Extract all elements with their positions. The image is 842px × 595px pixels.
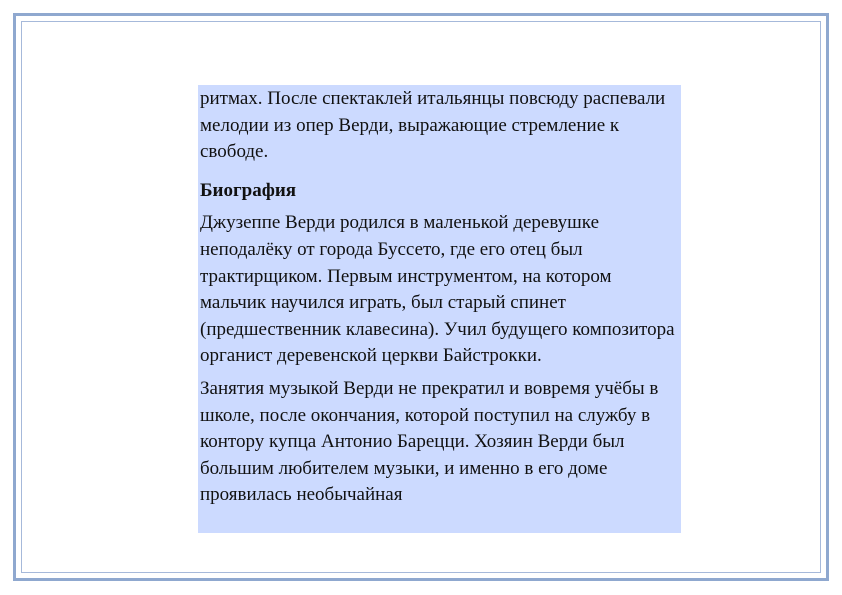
paragraph-intro: ритмах. После спектаклей итальянцы повсюду распевали мелодии из опер Верди, выражающие стремление к свободе.	[200, 88, 666, 163]
text-block	[198, 85, 681, 533]
paragraph-biography: Джузеппе Верди родился в маленькой деревушке неподалёку от города Буссето, где его отец был трактирщиком. Первым инструментом, на котором мальчик научился играть, был старый спинет (предшественник клавесина). Учил будущего композитора органист деревенской церкви Байстрокки.	[200, 212, 675, 367]
paragraph-studies: Занятия музыкой Верди не прекратил и вовремя учёбы в школе, после окончания, которой поступил на службу в контору купца Антонио Барецци. Хозяин Верди был большим любителем музыки, и именно в его доме проявилась необычайная	[200, 377, 659, 506]
section-heading: Биография	[200, 179, 297, 201]
